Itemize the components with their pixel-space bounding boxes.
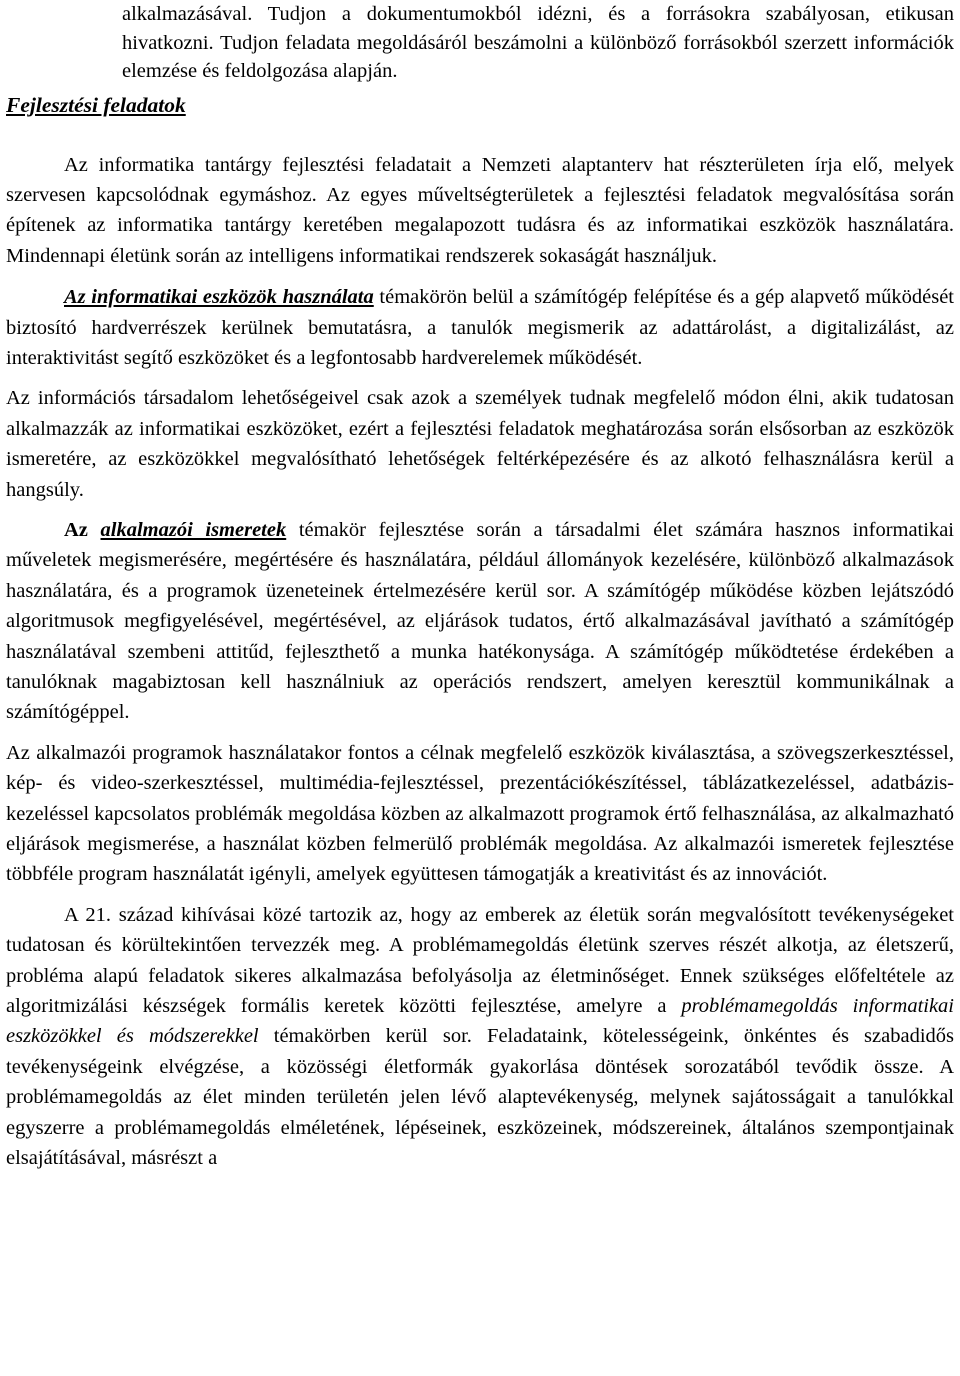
paragraph-information-society: Az információs társadalom lehetőségeivel csak azok a személyek tudnak megfelelő módon élni, akik tudatosan alkalmazzák az informatikai eszközöket, ezért a fejlesztési feladatok meghatározása során elsősorban az eszközök ismeretére, az eszközökkel megvalósítható lehetőségek feltérképezésére és az alkotó felhasználásra kerül a hangsúly. xyxy=(6,387,954,501)
paragraph-overview: Az informatika tantárgy fejlesztési feladatait a Nemzeti alaptanterv hat részterületen írja elő, melyek szervesen kapcsolódnak egymáshoz. Az egyes műveltségterületek a fejlesztési feladatok megvalósítása során építenek az informatika tantárgy keretében megalapozott tudásra és az informatikai eszközök használatára. Mindennapi életünk során az intelligens informatikai rendszerek sokaságát használjuk. xyxy=(6,153,954,267)
topic-device-usage: Az informatikai eszközök használata xyxy=(64,286,374,309)
paragraph-application-skills xyxy=(6,515,954,728)
topic-problem-solving: problémamegoldás informatikai eszközökkel és módszerekkel xyxy=(6,995,954,1048)
paragraph-device-usage xyxy=(6,282,954,373)
paragraph-device-usage-text: témakörön belül a számítógép felépítése és a gép alapvető működését biztosító hardverrészek kerülnek bemutatásra, a tanulók megismerik az adattárolást, a digitalizálást, az interaktivitást segítő eszközöket és a legfontosabb hardverelemek működését. xyxy=(6,286,955,369)
paragraph-application-programs: Az alkalmazói programok használatakor fontos a célnak megfelelő eszközök kiválasztása, a szövegszerkesztéssel, kép- és video-szerkesztéssel, multimédia-fejlesztéssel, prezentációkészítéssel, táblázatkezeléssel, adatbázis-kezeléssel kapcsolatos problémák megoldása közben az alkalmazott programok értő felhasználása, az alkalmazható eljárások megismerése, a használat közben felmerülő problémák megoldása. Az alkalmazói ismeretek fejlesztése többféle program használatát igényli, amelyek együttesen támogatják a kreativitást és az innovációt. xyxy=(6,741,954,886)
paragraph-application-skills-lead: Az xyxy=(64,518,101,541)
paragraph-problem-solving-text: témakörben kerül sor. Feladataink, kötelességeink, önkéntes és szabadidős tevékenységeink elvégzése, a közösségi életformák gyakorlása döntések sorozatából tevődik össze. A problémamegoldás az élet minden területén jelen lévő alaptevékenység, melynek sajátosságait a tanulókkal egyszerre a problémamegoldás elméletének, lépéseinek, eszközeinek, módszereinek, általános szempontjainak elsajátításával, másrészt a xyxy=(6,1025,955,1170)
paragraph-problem-solving-lead: A 21. század kihívásai közé tartozik az, hogy az emberek az életük során megvalósított tevékenységeket tudatosan és körültekintően tervezzék meg. A problémamegoldás életünk szerves részét alkotja, az életszerű, probléma alapú feladatok sikeres alkalmazása befolyásolja az életminőséget. Ennek szükséges előfeltétele az algoritmizálási készségek formális keretek közötti fejlesztése, amelyre a xyxy=(6,903,954,1018)
document-page xyxy=(6,0,954,1174)
section-heading: Fejlesztési feladatok xyxy=(6,92,186,117)
intro-paragraph: alkalmazásával. Tudjon a dokumentumokból idézni, és a forrásokra szabályosan, etikusan hivatkozni. Tudjon feladata megoldásáról beszámolni a különböző forrásokból szerzett információk elemzése és feldolgozása alapján. xyxy=(122,3,954,82)
paragraph-application-skills-text: témakör fejlesztése során a társadalmi élet számára hasznos informatikai műveletek megismerésére, megértésére és használatára, például állományok kezelésére, különböző alkalmazások használatára, és a programok üzeneteinek értelmezésére kerül sor. A számítógép működése közben lejátszódó algoritmusok megfigyelésével, megértésével, az eljárások tudatos, értő alkalmazásával javítható a számítógép használatával szembeni attitűd, fejleszthető a munka hatékonysága. A számítógép működtetése érdekében a tanulóknak magabiztosan kell használniuk az operációs rendszert, amelyen keresztül kommunikálnak a számítógéppel. xyxy=(6,518,954,724)
topic-application-skills: alkalmazói ismeretek xyxy=(100,518,287,541)
paragraph-problem-solving xyxy=(6,900,954,1174)
